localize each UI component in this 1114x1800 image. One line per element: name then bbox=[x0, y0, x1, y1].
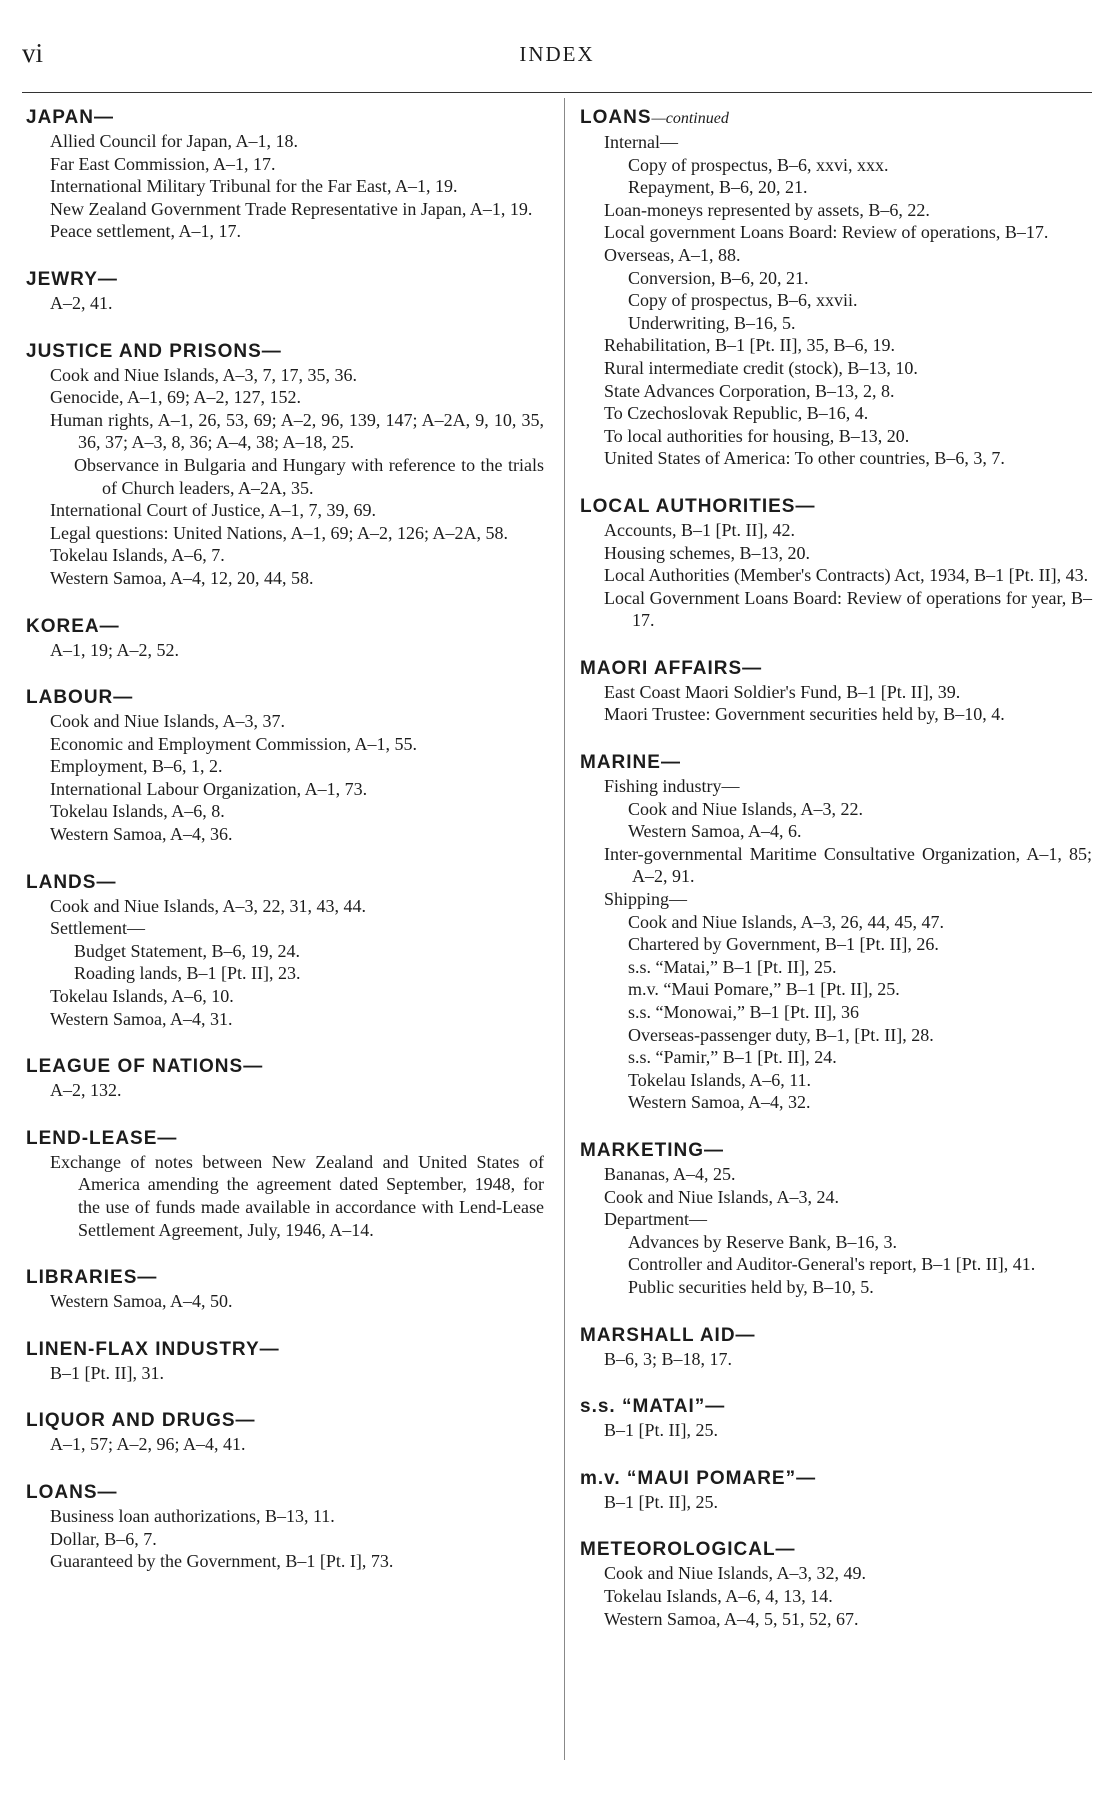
index-subentry: Public securities held by, B–10, 5. bbox=[628, 1276, 874, 1297]
index-heading-text: LEAGUE OF NATIONS— bbox=[26, 1056, 264, 1078]
index-heading bbox=[26, 1338, 544, 1361]
page-number: vi bbox=[22, 38, 44, 68]
index-entry: B–1 [Pt. II], 25. bbox=[604, 1491, 718, 1512]
index-entry: B–6, 3; B–18, 17. bbox=[604, 1348, 733, 1369]
index-entry: Rehabilitation, B–1 [Pt. II], 35, B–6, 19. bbox=[604, 335, 895, 356]
header-rule bbox=[22, 92, 1092, 93]
index-heading bbox=[26, 1055, 544, 1078]
index-heading bbox=[580, 106, 1092, 130]
index-entry: State Advances Corporation, B–13, 2, 8. bbox=[604, 380, 895, 401]
index-entry: Western Samoa, A–4, 36. bbox=[50, 824, 233, 845]
index-section-jewry bbox=[26, 268, 544, 315]
index-heading-text: MARSHALL AID— bbox=[580, 1324, 756, 1346]
index-entry: International Military Tribunal for the Far East, A–1, 19. bbox=[50, 176, 458, 197]
page-header bbox=[22, 38, 1092, 72]
index-entry: Cook and Niue Islands, A–3, 22, 31, 43, 44. bbox=[50, 895, 366, 916]
index-heading-text: LABOUR— bbox=[26, 687, 134, 709]
index-entry: To Czechoslovak Republic, B–16, 4. bbox=[604, 403, 869, 424]
index-entry: United States of America: To other countries, B–6, 3, 7. bbox=[604, 448, 1005, 469]
index-subentry: Controller and Auditor-General's report, B–1 [Pt. II], 41. bbox=[628, 1254, 1036, 1275]
index-subentry: Repayment, B–6, 20, 21. bbox=[628, 177, 808, 198]
index-entry: Loan-moneys represented by assets, B–6, 22. bbox=[604, 199, 930, 220]
index-subentry: Chartered by Government, B–1 [Pt. II], 26. bbox=[628, 934, 939, 955]
index-entry: Tokelau Islands, A–6, 4, 13, 14. bbox=[604, 1585, 833, 1606]
index-subentry: Cook and Niue Islands, A–3, 26, 44, 45, 47. bbox=[628, 911, 944, 932]
column-divider bbox=[564, 98, 565, 1760]
index-entry: Economic and Employment Commission, A–1, 55. bbox=[50, 733, 417, 754]
index-entry: Cook and Niue Islands, A–3, 37. bbox=[50, 711, 285, 732]
index-heading-text: MARKETING— bbox=[580, 1139, 725, 1161]
index-section-local-authorities bbox=[580, 495, 1092, 632]
index-entry: A–1, 19; A–2, 52. bbox=[50, 639, 180, 660]
index-entry: Overseas, A–1, 88. bbox=[604, 244, 741, 265]
index-section-labour bbox=[26, 686, 544, 846]
index-entry: Housing schemes, B–13, 20. bbox=[604, 542, 810, 563]
index-entry: Employment, B–6, 1, 2. bbox=[50, 756, 223, 777]
index-heading bbox=[26, 340, 544, 363]
index-subentry: Tokelau Islands, A–6, 11. bbox=[628, 1069, 812, 1090]
index-subentry: Roading lands, B–1 [Pt. II], 23. bbox=[74, 963, 301, 984]
index-entry: Fishing industry— bbox=[604, 776, 740, 797]
index-entry: Inter-governmental Maritime Consultative Organization, A–1, 85; A–2, 91. bbox=[604, 843, 1092, 887]
index-section-loans bbox=[26, 1481, 544, 1573]
index-heading-text: JEWRY— bbox=[26, 268, 118, 290]
index-entry: International Court of Justice, A–1, 7, 39, 69. bbox=[50, 500, 376, 521]
index-entry: Human rights, A–1, 26, 53, 69; A–2, 96, 139, 147; A–2A, 9, 10, 35, 36, 37; A–3, 8, 36; A–4, 38; A–18, 25. bbox=[50, 409, 544, 453]
index-subentry: Copy of prospectus, B–6, xxvii. bbox=[628, 290, 858, 311]
index-entry: Business loan authorizations, B–13, 11. bbox=[50, 1505, 335, 1526]
index-entry: Bananas, A–4, 25. bbox=[604, 1163, 736, 1184]
index-entry: Exchange of notes between New Zealand and United States of America amending the agreement dated September, 1948, for the use of funds made available in accordance with Lend-Lease Settlement Agreement, July, 1946, A–14. bbox=[50, 1151, 544, 1240]
index-entry: B–1 [Pt. II], 31. bbox=[50, 1362, 164, 1383]
index-subentry: Cook and Niue Islands, A–3, 22. bbox=[628, 798, 863, 819]
index-heading bbox=[580, 1139, 1092, 1162]
index-heading-text: JUSTICE AND PRISONS— bbox=[26, 340, 282, 362]
index-section-korea bbox=[26, 615, 544, 662]
index-entry: Western Samoa, A–4, 50. bbox=[50, 1291, 233, 1312]
index-entry: New Zealand Government Trade Representative in Japan, A–1, 19. bbox=[50, 198, 533, 219]
index-heading bbox=[580, 1324, 1092, 1347]
index-section-league-of-nations bbox=[26, 1055, 544, 1102]
index-section-m-v-maui-pomare bbox=[580, 1467, 1092, 1514]
index-section-marshall-aid bbox=[580, 1324, 1092, 1371]
page-title: INDEX bbox=[519, 42, 595, 66]
index-heading bbox=[26, 1266, 544, 1289]
index-heading bbox=[26, 871, 544, 894]
index-heading bbox=[26, 268, 544, 291]
index-heading-text: LIBRARIES— bbox=[26, 1267, 158, 1289]
index-heading-text: LANDS— bbox=[26, 871, 117, 893]
index-heading-text: s.s. “MATAI”— bbox=[580, 1396, 726, 1418]
index-heading bbox=[26, 615, 544, 638]
index-heading-text: LOANS— bbox=[26, 1481, 118, 1503]
index-subentry: s.s. “Monowai,” B–1 [Pt. II], 36 bbox=[628, 1002, 859, 1022]
index-entry: Dollar, B–6, 7. bbox=[50, 1528, 157, 1549]
index-heading-text: MARINE— bbox=[580, 752, 681, 774]
index-section-maori-affairs bbox=[580, 657, 1092, 726]
index-heading-text: METEOROLOGICAL— bbox=[580, 1539, 796, 1561]
index-heading-text: LEND-LEASE— bbox=[26, 1127, 178, 1149]
index-entry: Genocide, A–1, 69; A–2, 127, 152. bbox=[50, 387, 301, 408]
index-heading-text: KOREA— bbox=[26, 615, 120, 637]
index-entry: A–1, 57; A–2, 96; A–4, 41. bbox=[50, 1434, 246, 1455]
index-entry: B–1 [Pt. II], 25. bbox=[604, 1420, 718, 1441]
index-entry: Department— bbox=[604, 1209, 707, 1230]
index-entry: Allied Council for Japan, A–1, 18. bbox=[50, 131, 298, 151]
index-entry: Guaranteed by the Government, B–1 [Pt. I], 73. bbox=[50, 1551, 394, 1572]
index-entry: Peace settlement, A–1, 17. bbox=[50, 221, 241, 242]
index-entry: Legal questions: United Nations, A–1, 69; A–2, 126; A–2A, 58. bbox=[50, 522, 508, 543]
index-heading-text: JAPAN— bbox=[26, 107, 114, 128]
index-heading-text: LOANS bbox=[580, 107, 652, 128]
index-subentry: Overseas-passenger duty, B–1, [Pt. II], 28. bbox=[628, 1024, 934, 1045]
index-entry: Western Samoa, A–4, 12, 20, 44, 58. bbox=[50, 567, 314, 588]
index-heading bbox=[580, 495, 1092, 518]
index-heading bbox=[580, 1538, 1092, 1561]
index-section-lands bbox=[26, 871, 544, 1031]
heading-continued-label: —continued bbox=[651, 110, 729, 127]
index-heading bbox=[580, 1467, 1092, 1490]
index-heading bbox=[580, 657, 1092, 680]
index-entry: Far East Commission, A–1, 17. bbox=[50, 153, 276, 174]
index-entry: East Coast Maori Soldier's Fund, B–1 [Pt. II], 39. bbox=[604, 681, 961, 702]
index-subentry: s.s. “Pamir,” B–1 [Pt. II], 24. bbox=[628, 1047, 837, 1068]
index-heading-text: LINEN-FLAX INDUSTRY— bbox=[26, 1338, 280, 1360]
index-section-marketing bbox=[580, 1139, 1092, 1299]
index-section-japan bbox=[26, 106, 544, 243]
index-heading bbox=[580, 751, 1092, 774]
right-column bbox=[580, 106, 1092, 1655]
index-entry: Settlement— bbox=[50, 918, 145, 939]
index-subentry: Advances by Reserve Bank, B–16, 3. bbox=[628, 1231, 897, 1252]
index-entry: Local Government Loans Board: Review of operations for year, B–17. bbox=[604, 587, 1092, 631]
index-subentry: Observance in Bulgaria and Hungary with reference to the trials of Church leaders, A–2A, 35. bbox=[74, 454, 544, 498]
index-subentry: Western Samoa, A–4, 32. bbox=[628, 1092, 811, 1113]
index-subentry: s.s. “Matai,” B–1 [Pt. II], 25. bbox=[628, 956, 837, 977]
index-subentry: Underwriting, B–16, 5. bbox=[628, 312, 796, 333]
index-entry: Maori Trustee: Government securities held by, B–10, 4. bbox=[604, 704, 1005, 725]
index-section-linen-flax-industry bbox=[26, 1338, 544, 1385]
index-entry: Tokelau Islands, A–6, 10. bbox=[50, 986, 234, 1007]
index-section-loans bbox=[580, 106, 1092, 470]
index-section-s-s-matai bbox=[580, 1395, 1092, 1442]
index-entry: Cook and Niue Islands, A–3, 24. bbox=[604, 1186, 839, 1207]
index-heading-text: MAORI AFFAIRS— bbox=[580, 657, 763, 679]
index-heading-text: LOCAL AUTHORITIES— bbox=[580, 495, 816, 517]
index-entry: International Labour Organization, A–1, 73. bbox=[50, 778, 368, 799]
index-entry: Rural intermediate credit (stock), B–13, 10. bbox=[604, 357, 918, 378]
index-entry: Internal— bbox=[604, 132, 678, 152]
index-entry: Western Samoa, A–4, 5, 51, 52, 67. bbox=[604, 1608, 859, 1629]
index-heading bbox=[26, 1481, 544, 1504]
index-subentry: m.v. “Maui Pomare,” B–1 [Pt. II], 25. bbox=[628, 979, 900, 1000]
index-section-justice-and-prisons bbox=[26, 340, 544, 590]
index-entry: Tokelau Islands, A–6, 8. bbox=[50, 801, 225, 822]
index-entry: A–2, 132. bbox=[50, 1080, 122, 1101]
index-heading bbox=[26, 1409, 544, 1432]
index-entry: Cook and Niue Islands, A–3, 7, 17, 35, 36. bbox=[50, 364, 357, 385]
index-entry: Cook and Niue Islands, A–3, 32, 49. bbox=[604, 1563, 866, 1584]
index-section-marine bbox=[580, 751, 1092, 1114]
index-entry: To local authorities for housing, B–13, 20. bbox=[604, 425, 910, 446]
index-section-lend-lease bbox=[26, 1127, 544, 1241]
index-entry: Tokelau Islands, A–6, 7. bbox=[50, 545, 225, 566]
index-entry: Accounts, B–1 [Pt. II], 42. bbox=[604, 519, 795, 540]
index-section-libraries bbox=[26, 1266, 544, 1313]
index-subentry: Conversion, B–6, 20, 21. bbox=[628, 267, 809, 288]
left-column bbox=[26, 106, 544, 1598]
index-entry: Local government Loans Board: Review of operations, B–17. bbox=[604, 222, 1049, 243]
index-entry: Western Samoa, A–4, 31. bbox=[50, 1008, 233, 1029]
index-section-meteorological bbox=[580, 1538, 1092, 1630]
index-subentry: Copy of prospectus, B–6, xxvi, xxx. bbox=[628, 154, 889, 175]
index-heading bbox=[26, 686, 544, 709]
index-heading bbox=[26, 106, 544, 129]
index-entry: A–2, 41. bbox=[50, 292, 113, 313]
index-entry: Local Authorities (Member's Contracts) Act, 1934, B–1 [Pt. II], 43. bbox=[604, 565, 1089, 586]
index-heading-text: m.v. “MAUI POMARE”— bbox=[580, 1467, 817, 1489]
index-heading-text: LIQUOR AND DRUGS— bbox=[26, 1410, 256, 1432]
index-heading bbox=[580, 1395, 1092, 1418]
index-subentry: Western Samoa, A–4, 6. bbox=[628, 821, 802, 842]
index-subentry: Budget Statement, B–6, 19, 24. bbox=[74, 940, 300, 961]
index-heading bbox=[26, 1127, 544, 1150]
index-section-liquor-and-drugs bbox=[26, 1409, 544, 1456]
index-entry: Shipping— bbox=[604, 889, 688, 910]
